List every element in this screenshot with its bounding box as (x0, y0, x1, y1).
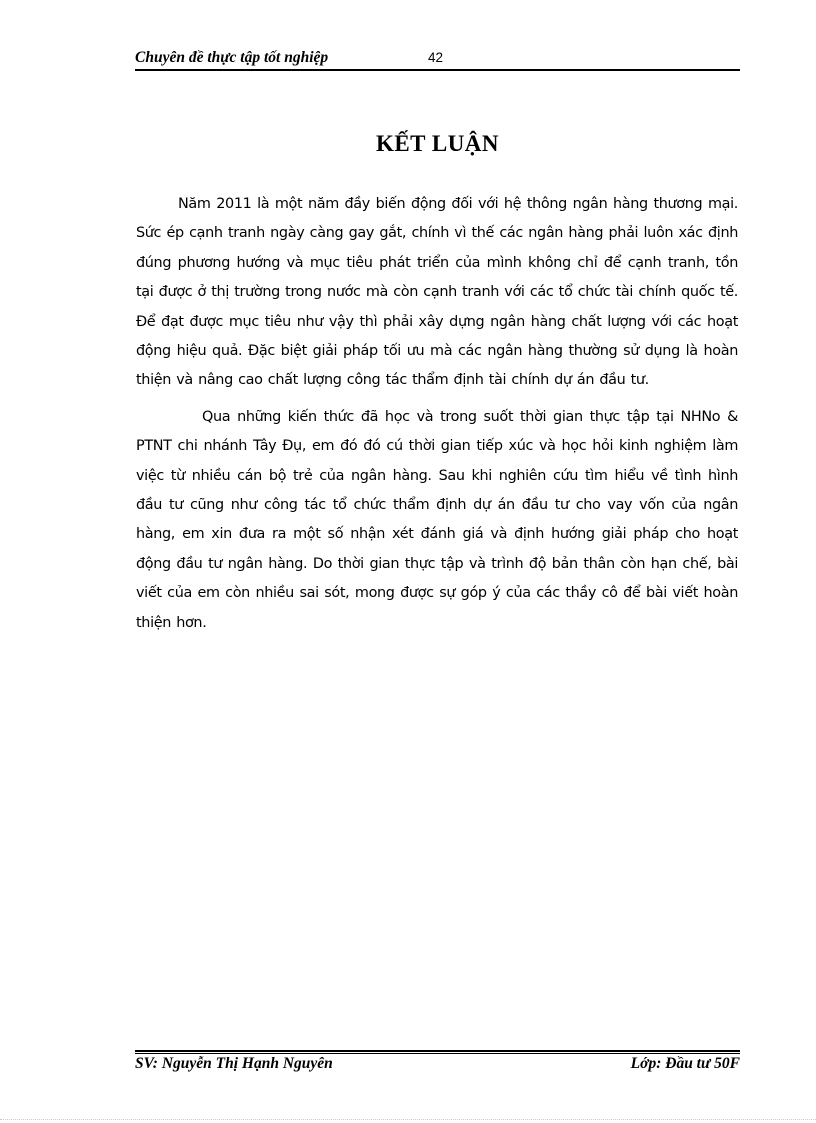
page-title: KẾT LUẬN (375, 131, 500, 156)
document-body (136, 190, 738, 638)
paragraph-1: Năm 2011 là một năm đầy biến động đối với hệ thông ngân hàng thương mại. Sức ép cạnh tranh ngày càng gay gắt, chính vì thế các ngân hàng phải luôn xác định đúng phương hướng và mục tiêu phát triển của mình không chỉ để cạnh tranh, tồn tại được ở thị trường trong nước mà còn cạnh tranh với các tổ chức tài chính quốc tế. Để đạt được mục tiêu như vậy thì phải xây dựng ngân hàng chất lượng với các hoạt động hiệu quả. Đặc biệt giải pháp tối ưu mà các ngân hàng thường sử dụng là hoàn thiện và nâng cao chất lượng công tác thẩm định tài chính dự án đầu tư. (136, 196, 738, 389)
page-number: 42 (428, 50, 444, 65)
page-footer (135, 1055, 740, 1077)
paragraph-2: Qua những kiến thức đã học và trong suốt thời gian thực tập tại NHNo & PTNT chi nhánh Tây Đụ, em đó đó cú thời gian tiếp xúc và học hỏi kinh nghiệm làm việc từ nhiều cán bộ trẻ của ngân hàng. Sau khi nghiên cứu tìm hiểu về tình hình đầu tư cũng như công tác tổ chức thẩm định dự án đầu tư cho vay vốn của ngân hàng, em xin đưa ra một số nhận xét đánh giá và định hướng giải pháp cho hoạt động đầu tư ngân hàng. Do thời gian thực tập và trình độ bản thân còn hạn chế, bài viết của em còn nhiều sai sót, mong được sự góp ý của các thầy cô để bài viết hoàn thiện hơn. (136, 408, 738, 631)
header-rule (135, 69, 740, 71)
header-title: Chuyên đề thực tập tốt nghiệp (135, 49, 329, 66)
footer-class: Lớp: Đầu tư 50F (630, 1055, 740, 1072)
footer-rule-bottom (135, 1053, 740, 1054)
footer-student: SV: Nguyễn Thị Hạnh Nguyên (135, 1055, 333, 1072)
page-bottom-edge (0, 1119, 816, 1120)
footer-rule-top (135, 1050, 740, 1052)
